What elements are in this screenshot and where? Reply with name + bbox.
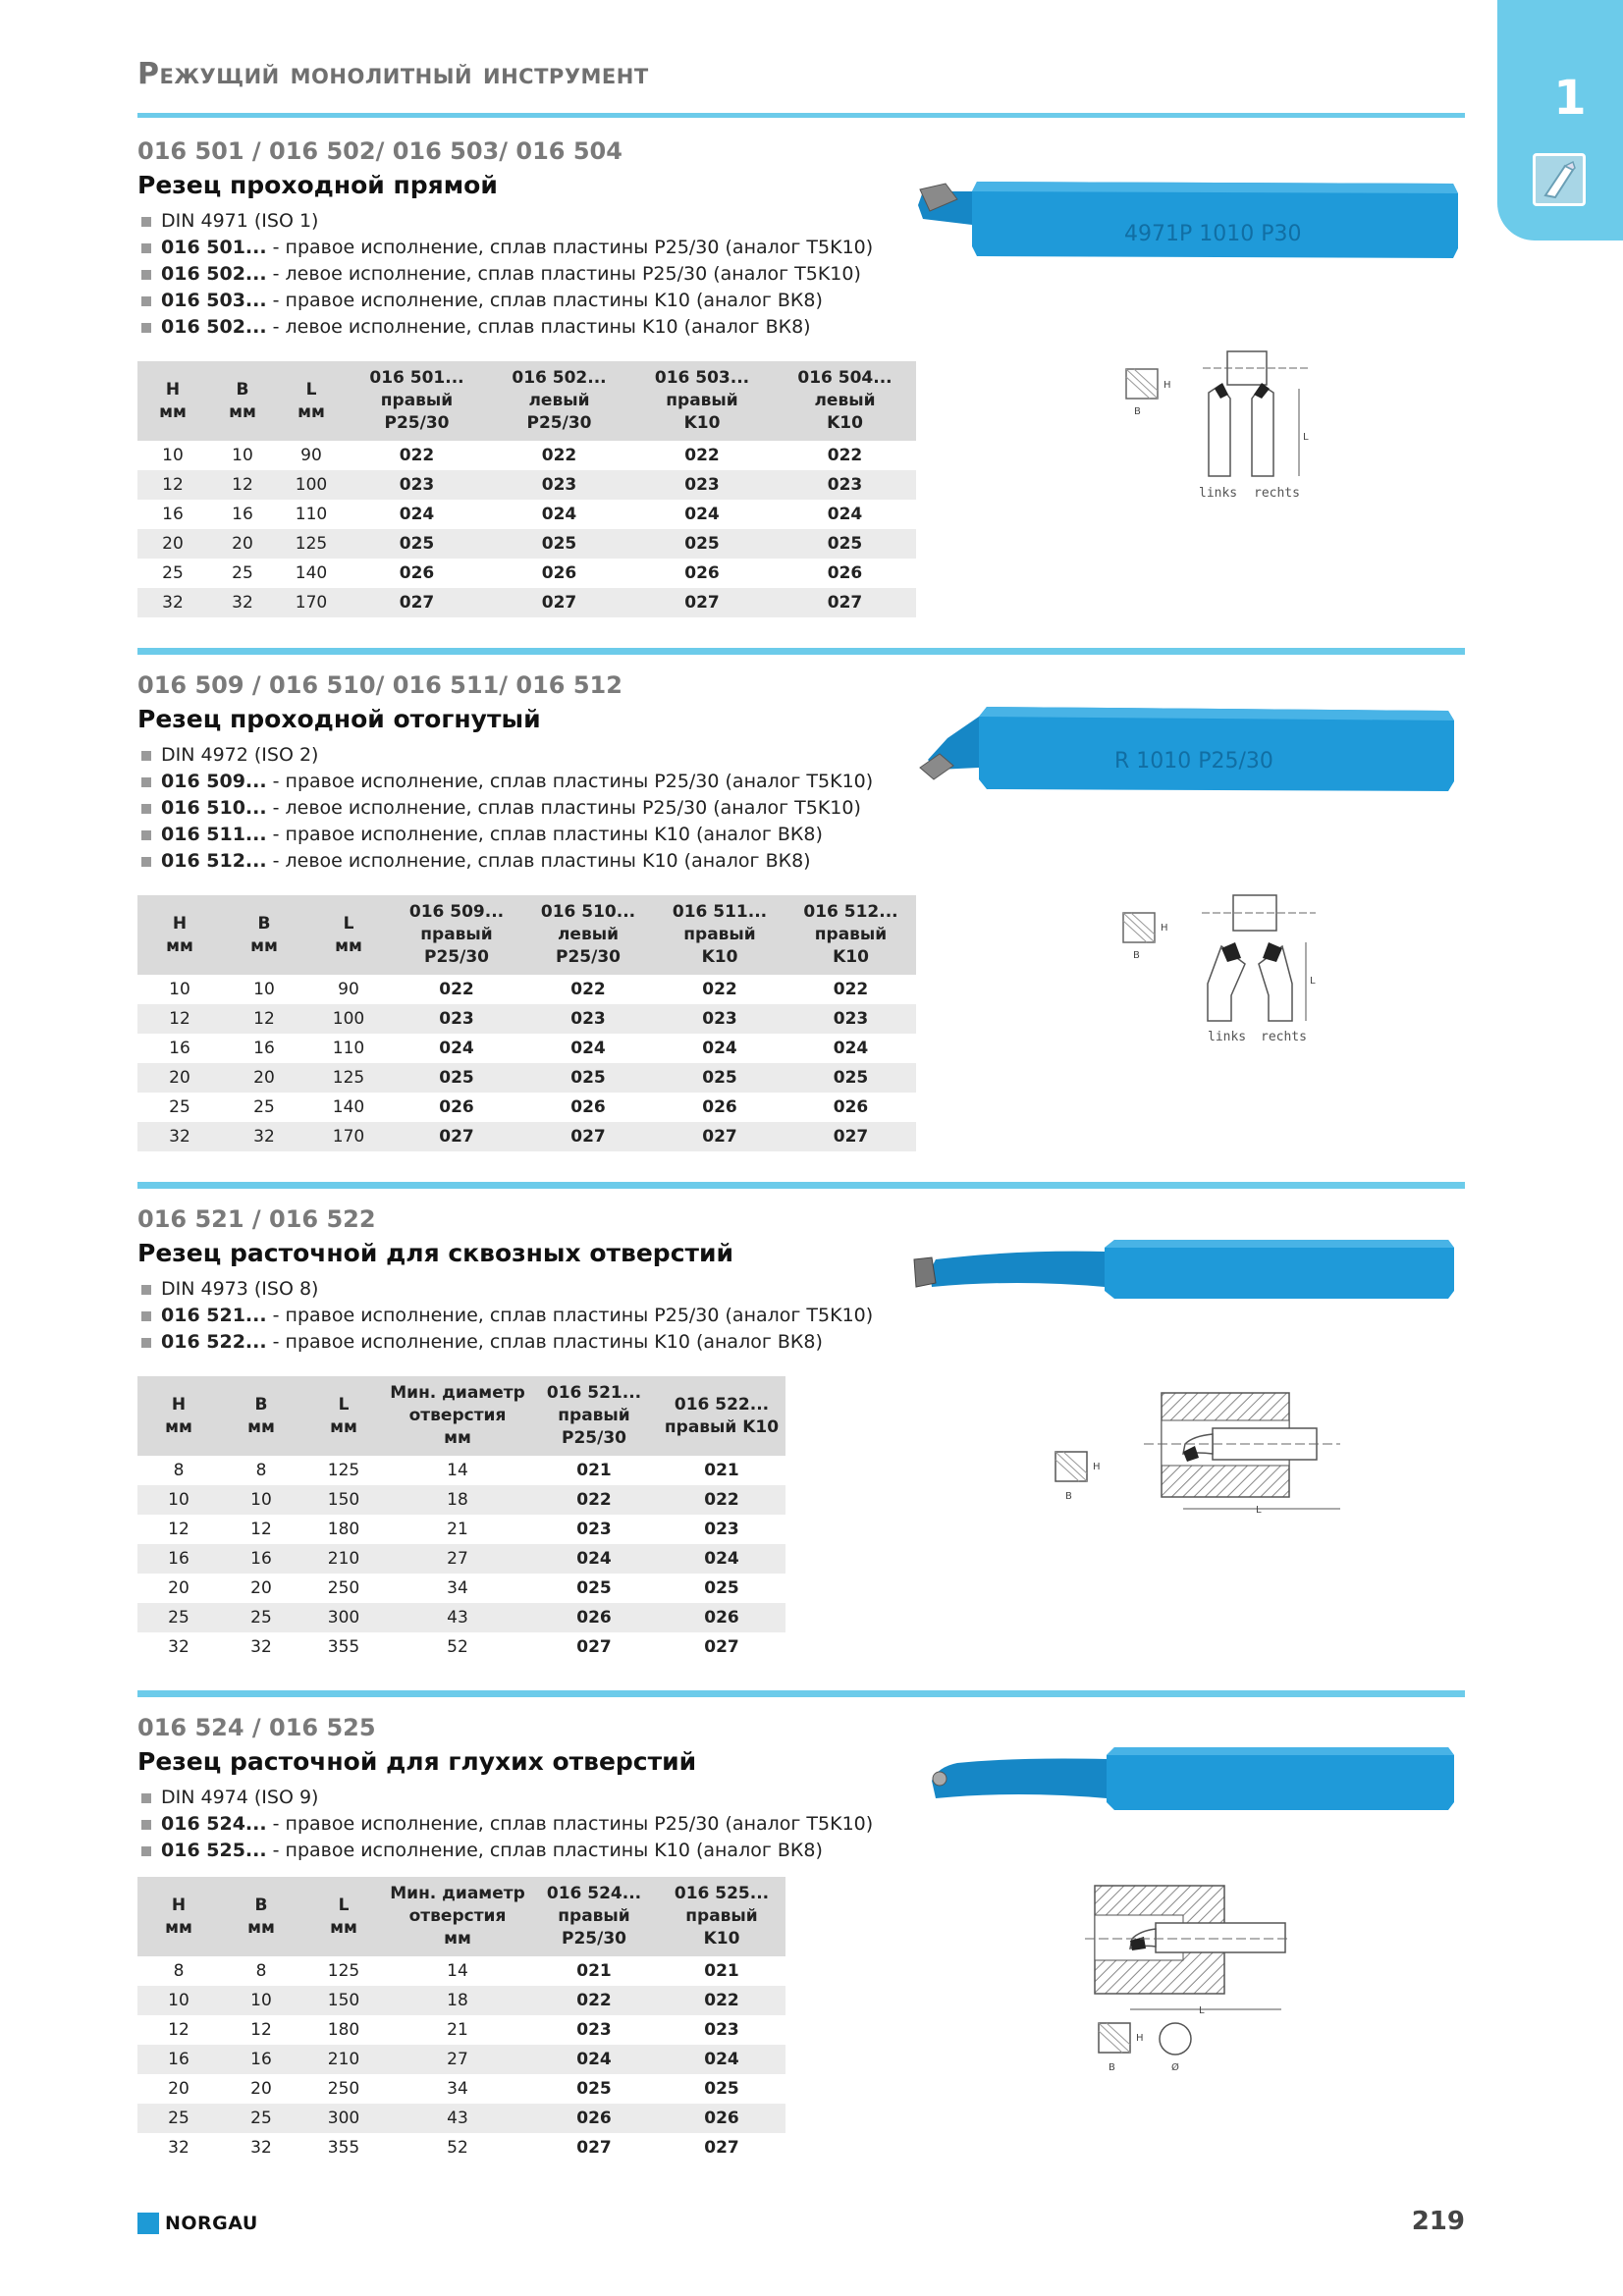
list-item: 016 522... - правое исполнение, сплав пластины K10 (аналог ВК8) [137,1329,1465,1356]
spec-table [137,895,916,1151]
list-item: 016 502... - левое исполнение, сплав пластины P25/30 (аналог T5K10) [137,261,1465,288]
table-header-row: H мм B мм L мм 016 509... правый P25/30 016 510... левый P25/30 016 511... правый K10 016 512... правый K10 [137,895,916,975]
section-name: Резец проходной отогнутый [137,705,541,733]
spec-table [137,1877,785,2163]
blind-boring-diagram [1085,1880,1301,2086]
through-boring-diagram [1046,1389,1360,1526]
svg-text:B: B [1134,406,1141,417]
section-name: Резец проходной прямой [137,171,498,199]
svg-text:Ø: Ø [1171,2062,1179,2073]
brand-square-icon [137,2213,159,2234]
table-row: 12 12 100 023 023 023 023 [137,1004,916,1034]
svg-text:B: B [1133,950,1140,961]
svg-text:H: H [1093,1462,1101,1472]
blind-boring-tool-image [918,1737,1468,1826]
section-divider [137,648,1465,655]
bent-tool-diagram [1119,885,1325,1052]
table-row: 32 32 170 027 027 027 027 [137,1122,916,1151]
spec-table [137,361,916,617]
table-row: 32 32 170 027 027 027 027 [137,588,916,617]
list-item: 016 511... - правое исполнение, сплав пластины K10 (аналог ВК8) [137,822,1465,848]
svg-text:L: L [1256,1505,1262,1516]
table-row: 10 10 150 18 022 022 [137,1485,785,1515]
chapter-tab[interactable] [1497,0,1623,240]
svg-text:links: links [1199,486,1238,501]
table-row: 12 12 180 21 023 023 [168,1520,739,1539]
table-header-row: H мм B мм L мм 016 501... правый P25/30 016 502... левый P25/30 016 503... правый K10 016 504... левый K10 [137,361,916,441]
bent-tool-image [918,699,1468,807]
section-name: Резец расточной для сквозных отверстий [137,1239,734,1267]
table-row: 25 25 300 43 026 026 [137,2104,785,2133]
header-divider [137,113,1465,118]
list-item: DIN 4973 (ISO 8) [137,1276,1465,1303]
svg-text:H: H [1161,923,1168,934]
list-item: 016 502... - левое исполнение, сплав пластины K10 (аналог ВК8) [137,314,1465,341]
list-item: 016 510... - левое исполнение, сплав пластины P25/30 (аналог T5K10) [137,795,1465,822]
cutting-tool-icon [1533,153,1586,206]
section-divider [137,1690,1465,1697]
tool-marking: 4971P 1010 P30 [1124,222,1302,246]
svg-text:rechts: rechts [1261,1030,1307,1044]
list-item: 016 525... - правое исполнение, сплав пластины K10 (аналог ВК8) [137,1838,1465,1864]
table-row: 12 12 100 023 023 023 023 [137,470,916,500]
svg-text:H: H [1136,2033,1144,2044]
table-row: 16 16 110 024 024 024 024 [162,505,863,524]
svg-text:B: B [1109,2062,1115,2073]
table-row: 20 20 125 025 025 025 025 [137,529,916,559]
svg-text:H: H [1163,380,1171,391]
table-row: 10 10 90 022 022 022 022 [162,446,863,465]
section-code: 016 501 / 016 502/ 016 503/ 016 504 [137,137,622,165]
straight-tool-image [918,162,1468,270]
page-title: Режущий монолитный инструмент [137,57,649,91]
page-number: 219 [1411,2207,1465,2236]
table-row: 8 8 125 14 021 021 [173,1461,739,1480]
straight-tool-diagram [1124,344,1321,510]
list-item: 016 524... - правое исполнение, сплав пластины P25/30 (аналог T5K10) [137,1811,1465,1838]
list-item: DIN 4972 (ISO 2) [137,742,1465,769]
svg-text:links: links [1208,1030,1247,1044]
table-row: 20 20 250 34 025 025 [168,1578,739,1598]
table-row: 25 25 300 43 026 026 [137,1603,785,1632]
tool-marking: R 1010 P25/30 [1114,749,1273,774]
table-row: 25 25 140 026 026 026 026 [162,563,863,583]
table-row: 20 20 250 34 025 025 [168,2079,739,2099]
table-row: 32 32 355 52 027 027 [168,1637,739,1657]
svg-text:L: L [1303,432,1309,443]
list-item: DIN 4974 (ISO 9) [137,1785,1465,1811]
list-item: 016 512... - левое исполнение, сплав пластины K10 (аналог ВК8) [137,848,1465,875]
table-row: 12 12 180 21 023 023 [168,2020,739,2040]
section-code: 016 509 / 016 510/ 016 511/ 016 512 [137,671,622,699]
list-item: 016 509... - правое исполнение, сплав пластины P25/30 (аналог T5K10) [137,769,1465,795]
table-row: 10 10 90 022 022 022 022 [169,980,869,999]
chapter-number: 1 [1553,71,1587,126]
table-header-row: H мм B мм L мм Мин. диаметр отверстия мм 016 521... правый P25/30 016 522... правый K10 [137,1376,785,1456]
table-row: 20 20 125 025 025 025 025 [137,1063,916,1093]
table-row: 16 16 210 27 024 024 [137,1544,785,1574]
table-row: 10 10 150 18 022 022 [137,1986,785,2015]
table-row: 16 16 110 024 024 024 024 [169,1039,869,1058]
table-row: 8 8 125 14 021 021 [173,1961,739,1981]
table-row: 32 32 355 52 027 027 [168,2138,739,2158]
list-item: 016 501... - правое исполнение, сплав пластины P25/30 (аналог T5K10) [137,235,1465,261]
table-row: 16 16 210 27 024 024 [137,2045,785,2074]
list-item: 016 503... - правое исполнение, сплав пластины K10 (аналог ВК8) [137,288,1465,314]
list-item: 016 521... - правое исполнение, сплав пластины P25/30 (аналог T5K10) [137,1303,1465,1329]
svg-text:L: L [1310,976,1316,987]
spec-table [137,1376,785,1662]
through-boring-tool-image [908,1232,1468,1310]
section-name: Резец расточной для глухих отверстий [137,1747,697,1776]
svg-text:B: B [1065,1491,1072,1502]
list-item: DIN 4971 (ISO 1) [137,208,1465,235]
section-code: 016 521 / 016 522 [137,1205,376,1233]
table-row: 25 25 140 026 026 026 026 [169,1097,869,1117]
section-divider [137,1182,1465,1189]
brand-name: NORGAU [165,2213,258,2234]
table-header-row: H мм B мм L мм Мин. диаметр отверстия мм 016 524... правый P25/30 016 525... правый K10 [137,1877,785,1956]
svg-text:L: L [1199,2005,1205,2016]
brand-logo[interactable] [137,2213,258,2234]
svg-text:rechts: rechts [1254,486,1300,501]
section-code: 016 524 / 016 525 [137,1714,376,1741]
